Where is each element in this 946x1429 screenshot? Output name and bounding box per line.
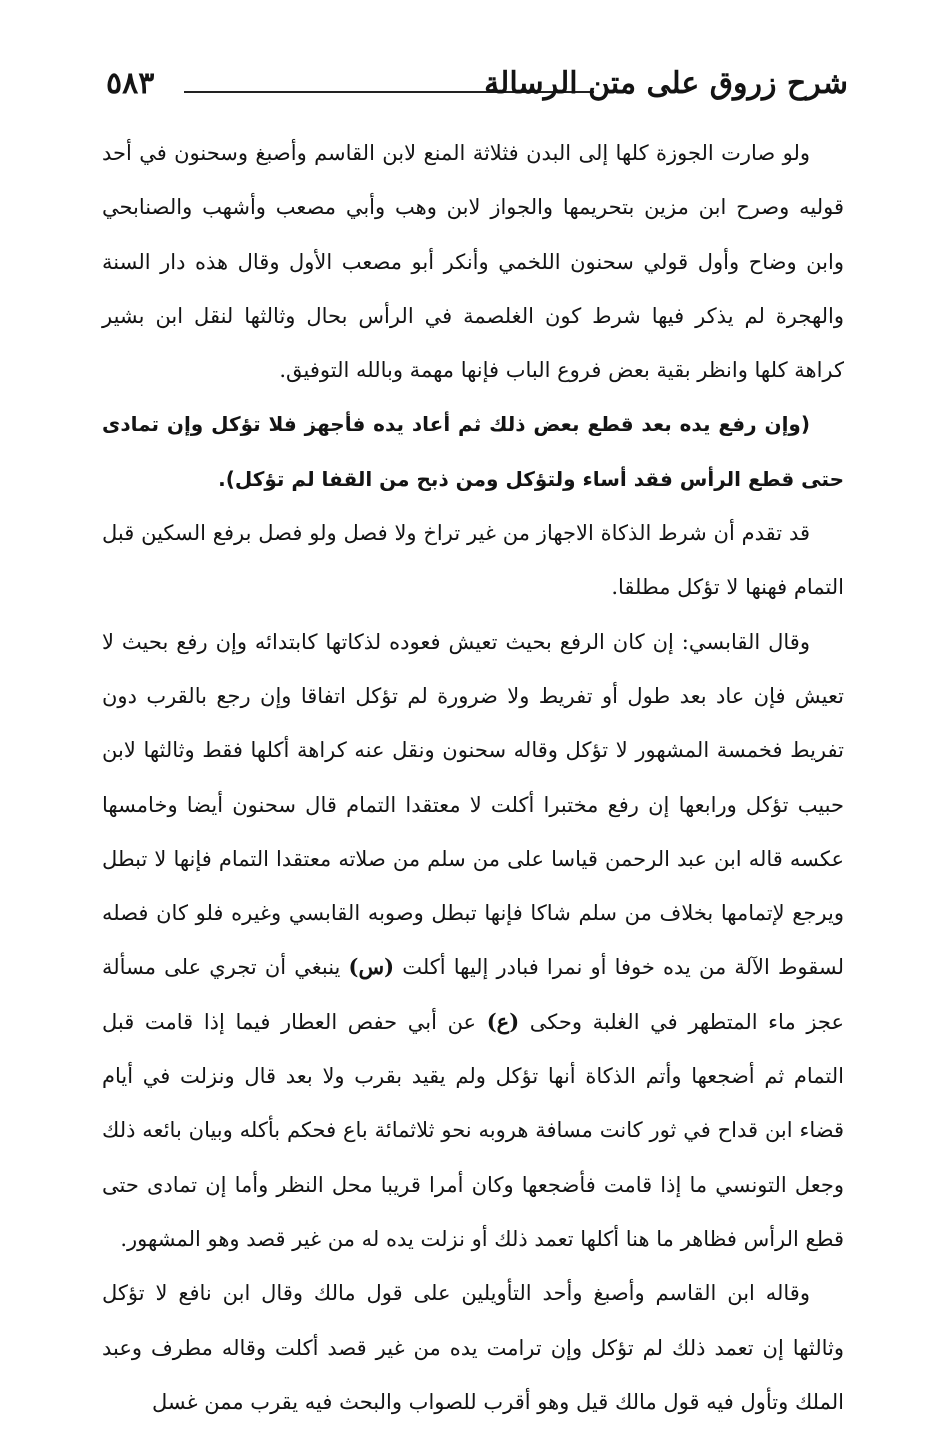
page-number: ٥٨٣: [106, 66, 155, 101]
paragraph-text: عن أبي حفص العطار فيما إذا قامت قبل التمام ثم أضجعها وأتم الذكاة أنها تؤكل ولم يقيد بقرب ولا بعد قال ونزلت في أيام قضاء ابن قداح في ثور كانت مسافة هروبه نحو ثلاثمائة باع فحكم بأكله وبيان بائعه ذلك وجعل التونسي ما إذا قامت فأضجعها وكان أمرا قريبا محل النظر وأما إن تمادى حتى قطع الرأس فظاهر ما هنا أكلها تعمد ذلك أو نزلت يده له من غير قصد وهو المشهور.: [102, 1009, 844, 1251]
paragraph-commentary-3: [102, 615, 844, 1267]
source-symbol-s: (س): [348, 954, 395, 980]
paragraph-text: وقال القابسي: إن كان الرفع بحيث تعيش فعوده لذكاتها كابتدائه وإن رفع بحيث لا تعيش فإن عاد بعد طول أو تفريط ولا ضرورة لم تؤكل اتفاقا وإن رجع بالقرب دون تفريط فخمسة المشهور لا تؤكل وقاله سحنون ونقل عنه كراهة أكلها فقط وثالثها لابن حبيب تؤكل ورابعها إن رفع مختبرا أكلت لا معتقدا التمام قال سحنون أيضا وخامسها عكسه قاله ابن عبد الرحمن قياسا على من سلم من صلاته معتقدا التمام فإنها لا تبطل ويرجع لإتمامها بخلاف من سلم شاكا فإنها تبطل وصوبه القابسي وغيره فلو كان فصله لسقوط الآلة من يده خوفا أو نمرا فبادر إليها أكلت: [102, 629, 844, 980]
source-symbol-ain: (ع): [486, 1008, 520, 1034]
paragraph-commentary-1: ولو صارت الجوزة كلها إلى البدن فثلاثة المنع لابن القاسم وأصبغ وسحنون في أحد قوليه وصرح ابن مزين بتحريمها والجواز لابن وهب وأبي مصعب وأشهب والصنابحي وابن وضاح وأول قولي سحنون اللخمي وأنكر أبو مصعب الأول وقال هذه دار السنة والهجرة لم يذكر فيها شرط كون الغلصمة في الرأس بحال وثالثها لنقل ابن بشير كراهة كلها وانظر بقية بعض فروع الباب فإنها مهمة وبالله التوفيق.: [102, 141, 844, 383]
running-title: شرح زروق على متن الرسالة: [484, 66, 848, 101]
paragraph-commentary-2: قد تقدم أن شرط الذكاة الاجهاز من غير تراخ ولا فصل ولو فصل برفع السكين قبل التمام فهنها لا تؤكل مطلقا.: [102, 521, 844, 600]
paragraph-matn: (وإن رفع يده بعد قطع بعض ذلك ثم أعاد يده فأجهز فلا تؤكل وإن تمادى حتى قطع الرأس فقد أساء ولتؤكل ومن ذبح من القفا لم تؤكل).: [102, 412, 844, 491]
page-header: [98, 62, 848, 112]
paragraph-commentary-4: وقاله ابن القاسم وأصبغ وأحد التأويلين على قول مالك وقال ابن نافع لا تؤكل وثالثها إن تعمد ذلك لم تؤكل وإن ترامت يده من غير قصد أكلت وقاله مطرف وعبد الملك وتأول فيه قول مالك قيل وهو أقرب للصواب والبحث فيه يقرب ممن غسل: [102, 1281, 844, 1414]
body-text: [102, 126, 844, 1429]
paragraph-text: ينبغي أن تجري على مسألة عجز ماء المتطهر في الغلبة وحكى: [102, 955, 844, 1034]
